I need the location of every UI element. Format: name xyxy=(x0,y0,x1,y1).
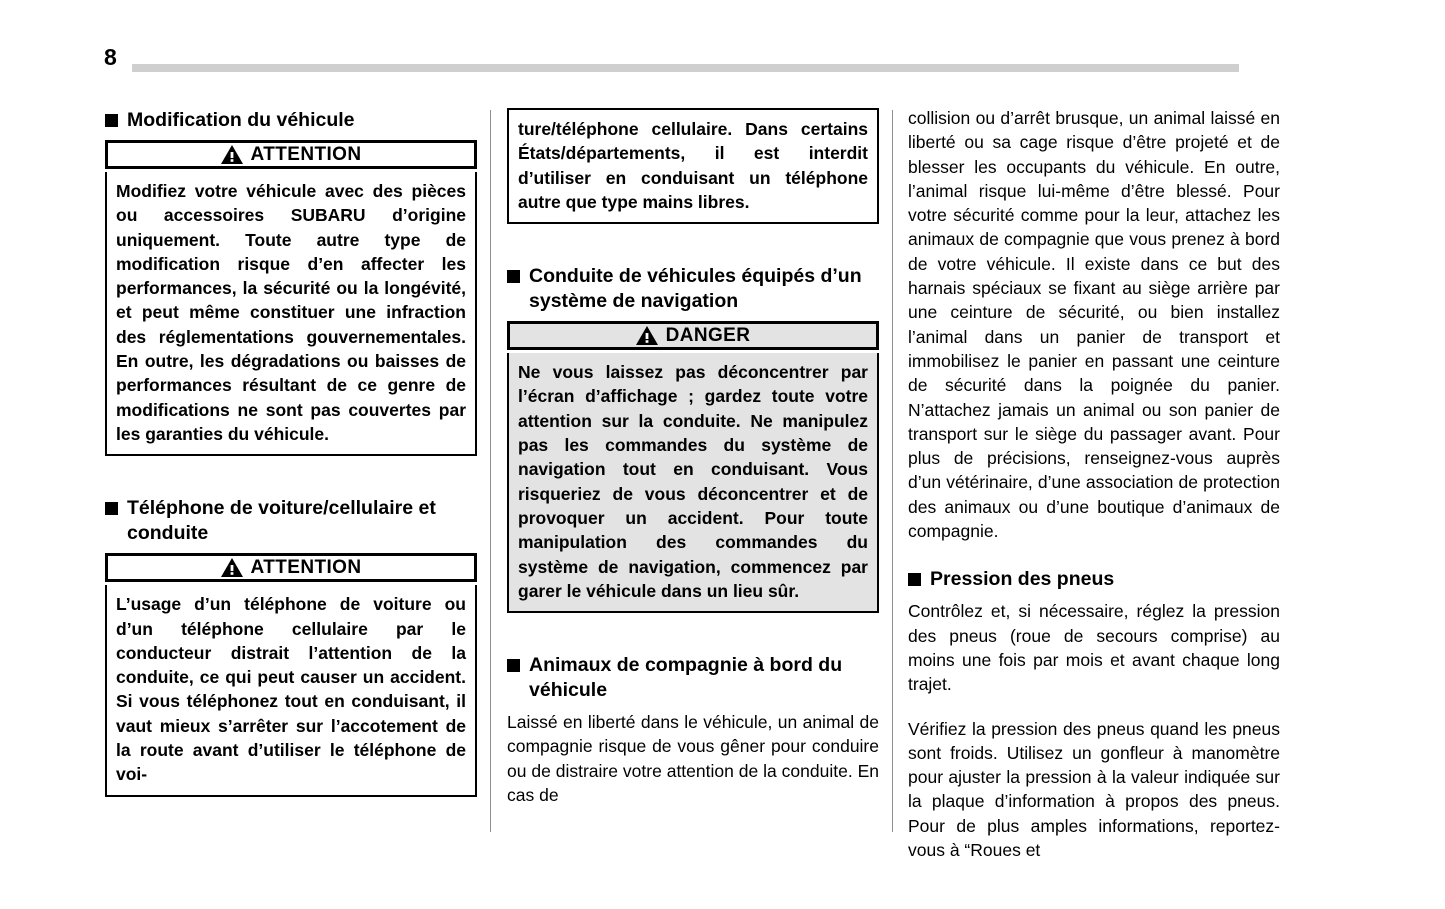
warning-body-modification xyxy=(105,172,477,456)
warning-box-navigation xyxy=(507,321,879,613)
body-paragraph: Laissé en liberté dans le véhicule, un animal de compagnie risque de vous gêner pour conduire ou de distraire votre attention de la conduite. En cas de xyxy=(507,712,879,806)
section-heading-label: Modification du véhicule xyxy=(127,109,355,131)
warning-header-label: ATTENTION xyxy=(250,556,362,578)
section-heading-conduite-navigation xyxy=(507,264,879,314)
section-heading-pression-pneus xyxy=(908,567,1280,592)
warning-header-label: ATTENTION xyxy=(250,143,362,165)
warning-body-navigation xyxy=(507,353,879,613)
warning-body-telephone-continued xyxy=(507,108,879,224)
section-heading-label: Animaux de compagnie à bord du véhicule xyxy=(529,654,843,702)
page-header xyxy=(104,44,1239,78)
warning-triangle-icon xyxy=(221,558,243,577)
page-number: 8 xyxy=(104,44,117,70)
warning-header-attention xyxy=(105,140,477,169)
warning-body-text: ture/téléphone cellulaire. Dans certains États/départements, il est interdit d’utiliser en conduisant un téléphone autre que type mains libres. xyxy=(518,119,868,212)
column-divider-1 xyxy=(490,110,491,832)
warning-box-modification xyxy=(105,140,477,456)
section-spacer xyxy=(908,543,1280,567)
section-spacer xyxy=(507,619,879,653)
page-columns xyxy=(0,108,1445,861)
warning-body-telephone xyxy=(105,585,477,796)
column-3 xyxy=(908,108,1280,861)
black-square-bullet-icon xyxy=(908,573,921,586)
section-heading-label: Téléphone de voiture/cellulaire et conduite xyxy=(127,497,436,545)
section-spacer xyxy=(507,230,879,264)
column-2 xyxy=(507,108,879,848)
column-divider-2 xyxy=(892,110,893,832)
warning-triangle-icon xyxy=(636,326,658,345)
section-spacer xyxy=(105,462,477,496)
body-paragraph: Vérifiez la pression des pneus quand les pneus sont froids. Utilisez un gonfleur à manomètre pour ajuster la pression à la valeur indiquée sur la plaque d’information à propos des pneus. Pour de plus amples informations, reportez-vous à “Roues et xyxy=(908,718,1280,861)
section-heading-animaux-compagnie xyxy=(507,653,879,703)
section-heading-label: Conduite de véhicules équipés d’un système de navigation xyxy=(529,265,862,313)
header-rule xyxy=(132,64,1239,72)
warning-triangle-icon xyxy=(221,145,243,164)
black-square-bullet-icon xyxy=(105,114,118,127)
warning-box-telephone-continued xyxy=(507,108,879,224)
warning-header-attention xyxy=(105,553,477,582)
body-paragraph: Contrôlez et, si nécessaire, réglez la pression des pneus (roue de secours comprise) au moins une fois par mois et avant chaque long trajet. xyxy=(908,601,1280,695)
black-square-bullet-icon xyxy=(507,659,520,672)
section-heading-modification-vehicule xyxy=(105,108,477,133)
body-paragraph-continued: collision ou d’arrêt brusque, un animal laissé en liberté ou sa cage risque d’être projeté et de blesser les occupants du véhicule. En outre, l’animal risque lui-même d’être blessé. Pour votre sécurité comme pour la leur, attachez les animaux de compagnie que vous prenez à bord de votre véhicule. Il existe dans ce but des harnais spéciaux se fixant au siège arrière par une ceinture de sécurité, ou bien installez l’animal dans un panier de transport et immobilisez le panier en passant une ceinture de sécurité dans la poignée du panier. N’attachez jamais un animal ou son panier de transport sur le siège du passager avant. Pour plus de précisions, renseignez-vous auprès d’un vétérinaire, d’une association de protection des animaux ou d’une boutique d’animaux de compagnie. xyxy=(908,108,1280,542)
warning-body-text: Modifiez votre véhicule avec des pièces ou accessoires SUBARU d’origine uniquement. Toute autre type de modification risque d’en affecter les performances, la sécurité ou la longévité, et peut même constituer une infraction des réglementations gouvernementales. En outre, les dégradations ou baisses de performances résultant de ce genre de modifications ne sont pas couvertes par les garanties du véhicule. xyxy=(116,181,466,444)
warning-body-text: Ne vous laissez pas déconcentrer par l’écran d’affichage ; gardez toute votre attention sur la conduite. Ne manipulez pas les commandes du système de navigation tout en conduisant. Vous risqueriez de vous déconcentrer et de provoquer un accident. Pour toute manipulation des commandes du système de navigation, commencez par garer le véhicule dans un lieu sûr. xyxy=(518,362,868,601)
black-square-bullet-icon xyxy=(105,502,118,515)
warning-box-telephone xyxy=(105,553,477,796)
section-heading-telephone-conduite xyxy=(105,496,477,546)
black-square-bullet-icon xyxy=(507,270,520,283)
warning-header-danger xyxy=(507,321,879,350)
warning-body-text: L’usage d’un téléphone de voiture ou d’un téléphone cellulaire par le conducteur distrait l’attention de la conduite, ce qui peut causer un accident. Si vous téléphonez tout en conduisant, il vaut mieux s’arrêter sur l’accotement de la route avant d’utiliser le téléphone de voi- xyxy=(116,594,466,785)
warning-header-label: DANGER xyxy=(665,324,751,346)
column-1 xyxy=(105,108,477,848)
section-heading-label: Pression des pneus xyxy=(930,568,1115,591)
